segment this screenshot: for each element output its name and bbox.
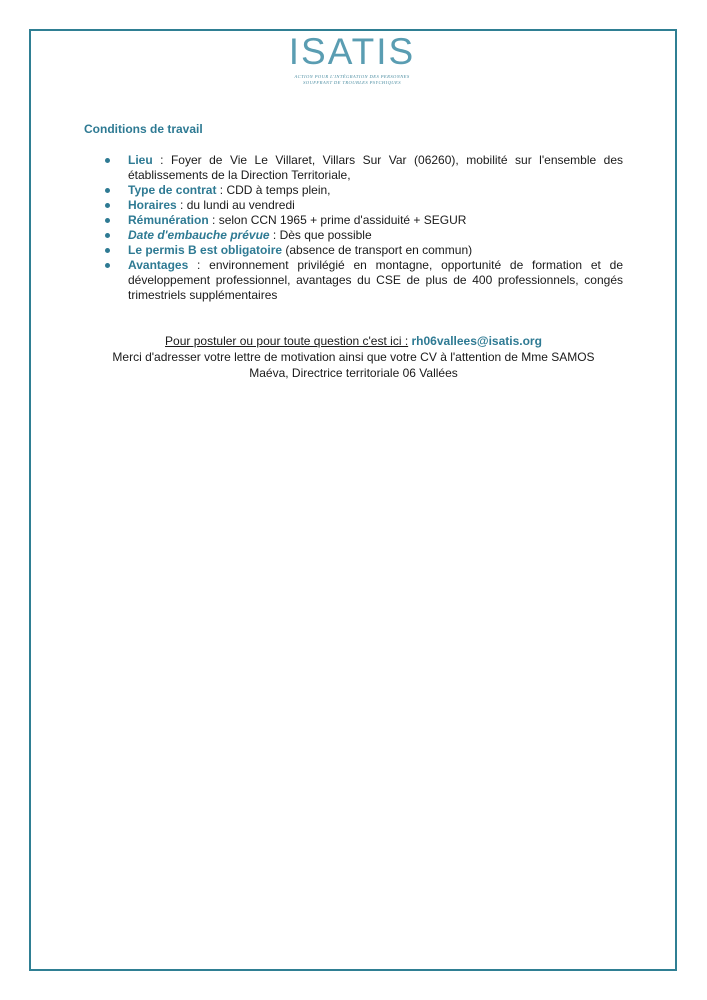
- term-contrat: Type de contrat: [128, 183, 217, 197]
- contact-email-link[interactable]: rh06vallees@isatis.org: [411, 334, 542, 348]
- term-horaires: Horaires: [128, 198, 177, 212]
- list-item-contrat: [105, 183, 623, 198]
- isatis-logo: [287, 30, 417, 86]
- term-avantages: Avantages: [128, 258, 189, 272]
- value-contrat: : CDD à temps plein,: [216, 183, 331, 197]
- term-permis: Le permis B est obligatoire: [128, 243, 283, 257]
- list-item-lieu: [105, 153, 623, 183]
- term-remuneration: Rémunération: [128, 213, 209, 227]
- section-title: Conditions de travail: [84, 122, 203, 136]
- list-item-remuneration: [105, 213, 623, 228]
- list-item-avantages: [105, 258, 623, 303]
- value-avantages: : environnement privilégié en montagne, opportunité de formation et de développement professionnel, avantages du CSE de plus de 400 professionnels, congés trimestriels supplémentaires: [128, 258, 623, 302]
- logo-tagline-2: SOUFFRANT DE TROUBLES PSYCHIQUES: [303, 80, 401, 85]
- term-date-embauche: Date d'embauche prévue: [128, 228, 270, 242]
- value-horaires: : du lundi au vendredi: [176, 198, 295, 212]
- value-lieu: : Foyer de Vie Le Villaret, Villars Sur Var (06260), mobilité sur l'ensemble des établissements de la Direction Territoriale,: [128, 153, 623, 182]
- value-permis: (absence de transport en commun): [282, 243, 473, 257]
- list-item-horaires: [105, 198, 623, 213]
- contact-line-1: [60, 333, 647, 349]
- list-item-permis: [105, 243, 623, 258]
- value-remuneration: : selon CCN 1965 + prime d'assiduité + SEGUR: [208, 213, 467, 227]
- contact-line-3: Maéva, Directrice territoriale 06 Vallées: [249, 366, 458, 380]
- logo-tagline-1: ACTION POUR L'INTÉGRATION DES PERSONNES: [294, 74, 410, 79]
- list-item-date-embauche: [105, 228, 623, 243]
- value-date-embauche: : Dès que possible: [269, 228, 372, 242]
- conditions-list: [105, 153, 623, 303]
- contact-line-2: Merci d'adresser votre lettre de motivation ainsi que votre CV à l'attention de Mme SAMOS: [112, 350, 595, 364]
- contact-lead: Pour postuler ou pour toute question c'est ici :: [165, 334, 409, 348]
- term-lieu: Lieu: [128, 153, 153, 167]
- logo-wordmark: ISATIS: [288, 31, 416, 72]
- contact-block: [60, 333, 647, 381]
